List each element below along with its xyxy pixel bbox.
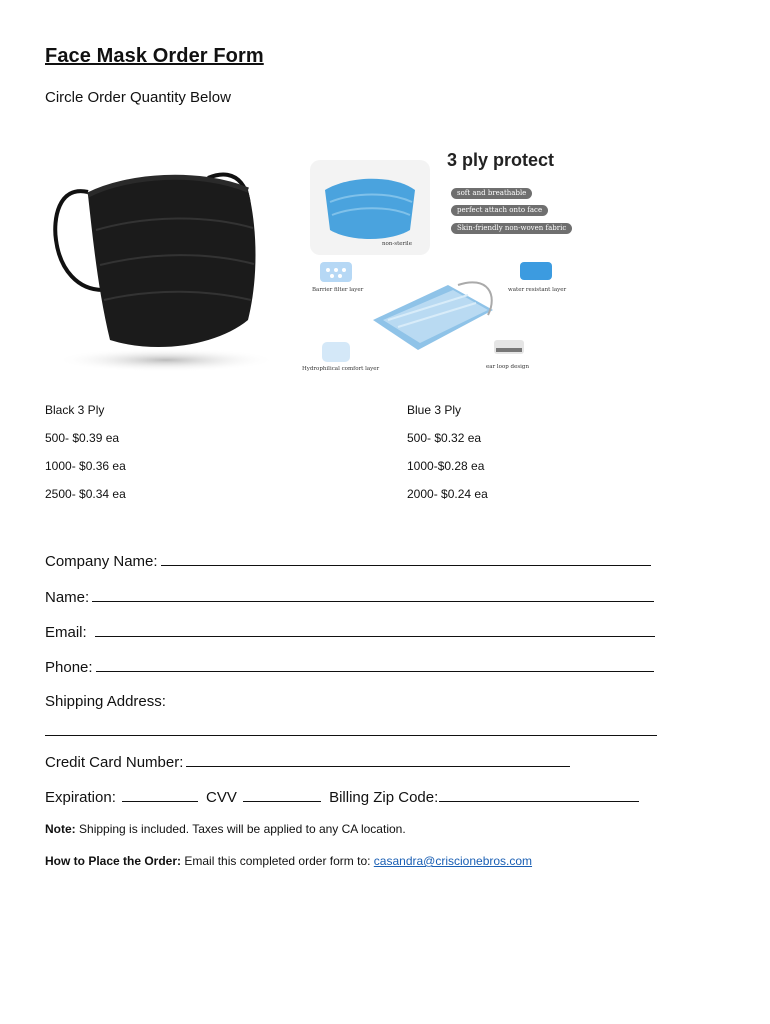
expiration-input[interactable] (122, 788, 198, 802)
black-mask-image (48, 160, 273, 375)
email-label: Email: (45, 624, 87, 641)
credit-card-label: Credit Card Number: (45, 754, 184, 771)
cvv-label: CVV (206, 789, 237, 806)
black-pricing-column (45, 402, 126, 514)
phone-field (45, 658, 654, 676)
note-text: Shipping is included. Taxes will be applied to any CA location. (79, 822, 406, 836)
shipping-address-input[interactable] (45, 722, 657, 736)
blue-tier-1000[interactable]: 1000-$0.28 ea (407, 459, 485, 473)
hydro-label: Hydrophilical comfort layer (302, 366, 380, 372)
phone-input[interactable] (96, 658, 654, 672)
barrier-layer-icon (318, 260, 354, 284)
feature-pill-3: Skin-friendly non-woven fabric (451, 223, 572, 234)
how-label: How to Place the Order: (45, 854, 182, 868)
black-heading: Black 3 Ply (45, 403, 105, 417)
shipping-address-line (45, 722, 657, 740)
black-tier-500[interactable]: 500- $0.39 ea (45, 431, 120, 445)
expiration-label: Expiration: (45, 789, 116, 806)
black-tier-1000[interactable]: 1000- $0.36 ea (45, 459, 126, 473)
billing-zip-input[interactable] (439, 788, 639, 802)
email-field (45, 623, 655, 641)
contact-email-link[interactable]: casandra@criscionebros.com (373, 854, 533, 868)
page-subtitle: Circle Order Quantity Below (45, 89, 231, 106)
infographic-title: 3 ply protect (447, 150, 555, 170)
blue-tier-2000[interactable]: 2000- $0.24 ea (407, 487, 488, 501)
shipping-note (45, 822, 406, 836)
company-name-field (45, 552, 651, 570)
shipping-address-field (45, 693, 166, 710)
order-instructions (45, 854, 532, 868)
layered-mask-image (368, 275, 508, 355)
blue-tier-500[interactable]: 500- $0.32 ea (407, 431, 482, 445)
phone-label: Phone: (45, 659, 93, 676)
blue-mask-image (310, 160, 430, 255)
name-label: Name: (45, 589, 90, 606)
name-field (45, 588, 654, 606)
note-label: Note: (45, 822, 76, 836)
page-title: Face Mask Order Form (45, 45, 264, 67)
black-tier-2500[interactable]: 2500- $0.34 ea (45, 487, 126, 501)
cvv-input[interactable] (243, 788, 321, 802)
payment-details-row (45, 788, 639, 806)
earloop-icon (492, 334, 528, 358)
credit-card-input[interactable] (186, 753, 570, 767)
mask-infographic (302, 140, 591, 380)
credit-card-field (45, 753, 570, 771)
name-input[interactable] (92, 588, 654, 602)
billing-zip-label: Billing Zip Code: (329, 789, 439, 806)
hydrophilic-layer-icon (320, 340, 352, 364)
company-name-input[interactable] (161, 552, 651, 566)
feature-pill-2: perfect attach onto face (451, 205, 548, 216)
barrier-label: Barrier filter layer (312, 287, 364, 293)
earloop-label: ear loop design (486, 364, 529, 370)
how-text: Email this completed order form to: (184, 854, 371, 868)
blue-pricing-column (407, 402, 488, 514)
water-label: water resistant layer (508, 287, 567, 293)
blue-heading: Blue 3 Ply (407, 403, 462, 417)
feature-pill-1: soft and breathable (451, 188, 532, 199)
nonsterile-label: non-sterile (382, 241, 412, 247)
email-input[interactable] (95, 623, 655, 637)
water-layer-icon (518, 260, 554, 282)
company-name-label: Company Name: (45, 553, 158, 570)
shipping-address-label: Shipping Address: (45, 693, 166, 710)
